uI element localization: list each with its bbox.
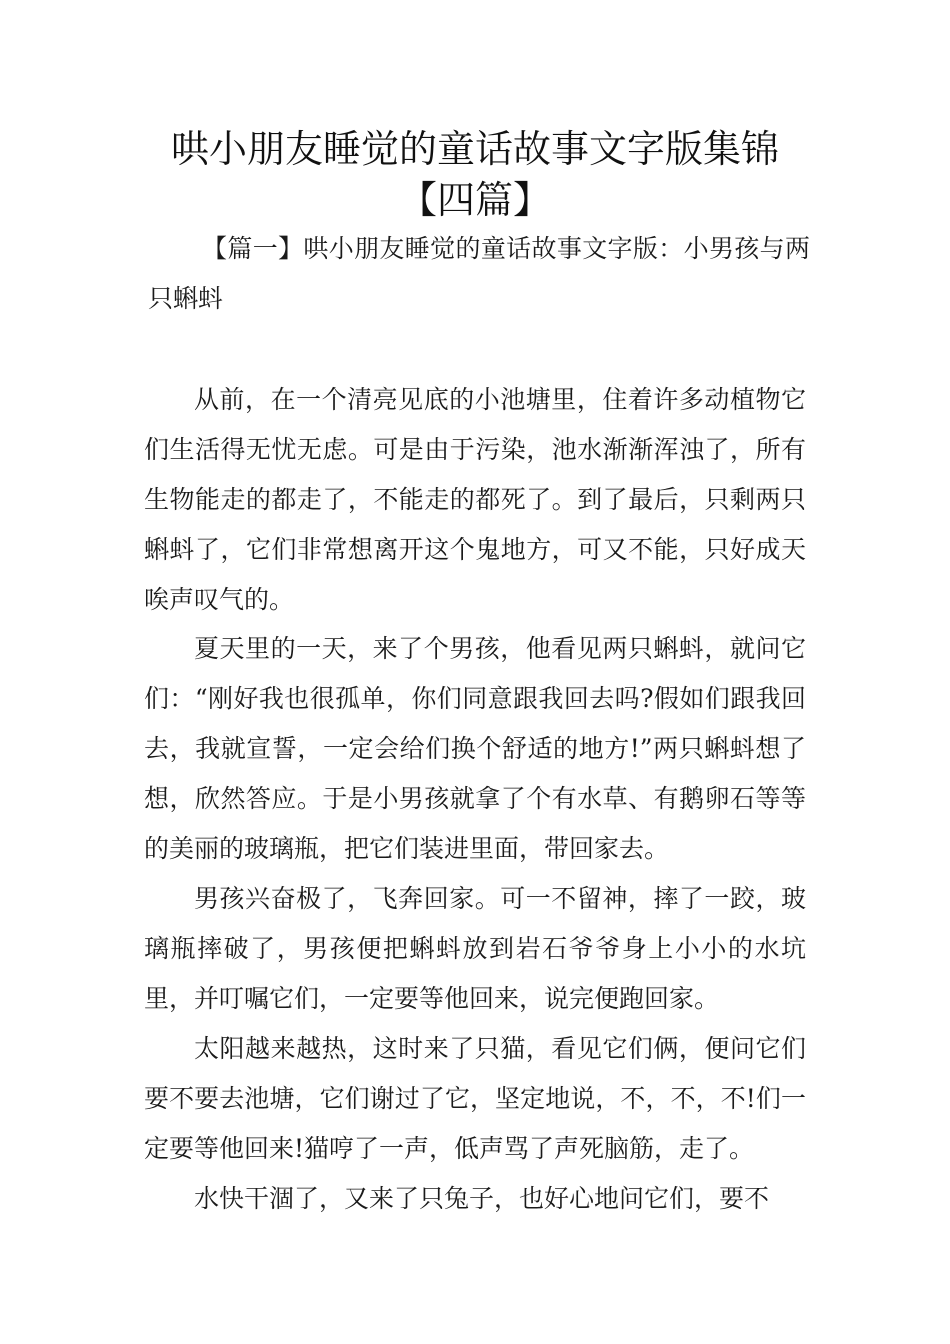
body-paragraph-5: 水快干涸了，又来了只兔子，也好心地问它们，要不 [194, 1184, 770, 1213]
body-paragraph-4: 太阳越来越热，这时来了只猫，看见它们俩，便问它们要不要去池塘，它们谢过了它，坚定地说，不，不，不!们一定要等他回来!猫哼了一声，低声骂了声死脑筋，走了。 [144, 1034, 806, 1163]
document-title: 哄小朋友睡觉的童话故事文字版集锦【四篇】 [170, 127, 779, 222]
section-subtitle: 【篇一】哄小朋友睡觉的童话故事文字版：小男孩与两只蝌蚪 [148, 234, 810, 313]
body-paragraph-2: 夏天里的一天，来了个男孩，他看见两只蝌蚪，就问它们：“刚好我也很孤单，你们同意跟我回去吗?假如们跟我回去，我就宣誓，一定会给们换个舒适的地方!”两只蝌蚪想了想，欣然答应。于是小男孩就拿了个有水草、有鹅卵石等等的美丽的玻璃瓶，把它们装进里面，带回家去。 [144, 634, 806, 863]
body-paragraph-3: 男孩兴奋极了，飞奔回家。可一不留神，摔了一跤，玻璃瓶摔破了，男孩便把蝌蚪放到岩石爷爷身上小小的水坑里，并叮嘱它们，一定要等他回来，说完便跑回家。 [144, 884, 806, 1013]
body-paragraph-1: 从前，在一个清亮见底的小池塘里，住着许多动植物它们生活得无忧无虑。可是由于污染，池水渐渐浑浊了，所有生物能走的都走了，不能走的都死了。到了最后，只剩两只蝌蚪了，它们非常想离开这个鬼地方，可又不能，只好成天唉声叹气的。 [144, 385, 806, 614]
